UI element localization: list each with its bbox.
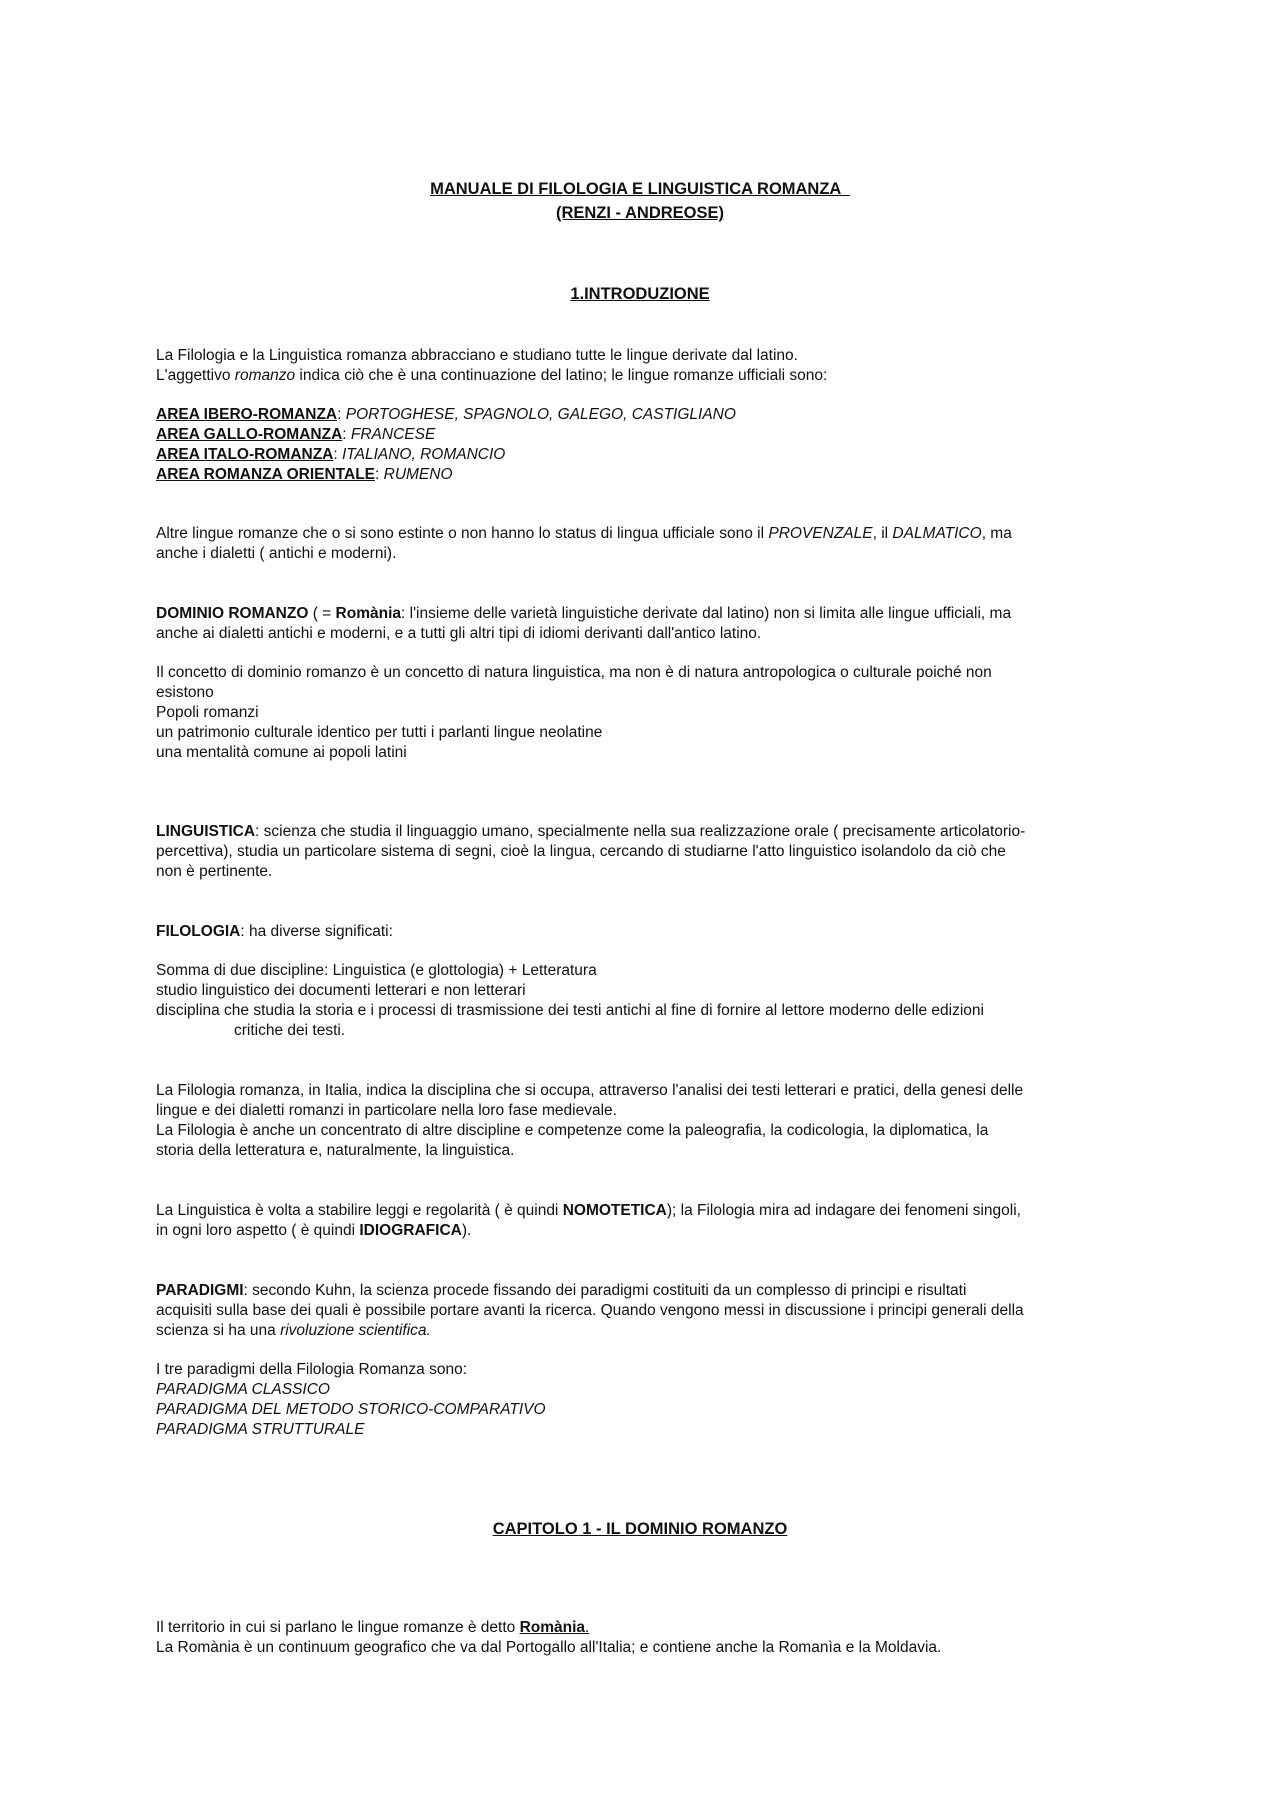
chapter-heading: CAPITOLO 1 - IL DOMINIO ROMANZO [492, 1520, 788, 1538]
paragraph: storia della letteratura e, naturalmente, la linguistica. [156, 1142, 515, 1159]
paragraph: lingue e dei dialetti romanzi in particolare nella loro fase medievale. [156, 1102, 617, 1119]
paragraph: anche ai dialetti antichi e moderni, e a tutti gli altri tipi di idiomi derivanti dall'antico latino. [156, 625, 762, 642]
paragraph: acquisiti sulla base dei quali è possibile portare avanti la ricerca. Quando vengono messi in discussione i principi generali della [156, 1302, 1024, 1319]
paragraph: non è pertinente. [156, 863, 273, 880]
paragraph: Altre lingue romanze che o si sono estinte o non hanno lo status di lingua ufficiale sono il PROVENZALE, il DALMATICO, ma [156, 525, 1012, 542]
paragraph: DOMINIO ROMANZO ( = Romània: l'insieme delle varietà linguistiche derivate dal latino) non si limita alle lingue ufficiali, ma [156, 605, 1012, 622]
list-item: studio linguistico dei documenti letterari e non letterari [156, 982, 526, 999]
paragraph: scienza si ha una rivoluzione scientifica. [156, 1322, 431, 1339]
paragraph: L'aggettivo romanzo indica ciò che è una continuazione del latino; le lingue romanze ufficiali sono: [156, 367, 828, 384]
paragraph: in ogni loro aspetto ( è quindi IDIOGRAFICA). [156, 1222, 472, 1239]
paragraph: LINGUISTICA: scienza che studia il linguaggio umano, specialmente nella sua realizzazione orale ( precisamente articolatorio- [156, 823, 1026, 840]
paragraph: Il concetto di dominio romanzo è un concetto di natura linguistica, ma non è di natura antropologica o culturale poiché non [156, 664, 992, 681]
paragraph: anche i dialetti ( antichi e moderni). [156, 545, 397, 562]
area-item: AREA GALLO-ROMANZA: FRANCESE [156, 426, 436, 443]
paragraph: La Filologia romanza, in Italia, indica la disciplina che si occupa, attraverso l'analisi dei testi letterari e pratici, della genesi delle [156, 1082, 1024, 1099]
paragraph: La Romània è un continuum geografico che va dal Portogallo all'Italia; e contiene anche la Romanìa e la Moldavia. [156, 1639, 942, 1656]
paragraph: FILOLOGIA: ha diverse significati: [156, 923, 393, 940]
paragraph: La Filologia e la Linguistica romanza abbracciano e studiano tutte le lingue derivate dal latino. [156, 347, 798, 364]
paragraph: La Filologia è anche un concentrato di altre discipline e competenze come la paleografia, la codicologia, la diplomatica, la [156, 1122, 989, 1139]
area-item: AREA ITALO-ROMANZA: ITALIANO, ROMANCIO [156, 446, 506, 463]
paragraph: percettiva), studia un particolare sistema di segni, cioè la lingua, cercando di studiarne l'atto linguistico isolandolo da ciò che [156, 843, 1006, 860]
document-title: MANUALE DI FILOLOGIA E LINGUISTICA ROMANZA [430, 180, 850, 198]
paragraph: I tre paradigmi della Filologia Romanza sono: [156, 1361, 468, 1378]
list-item: un patrimonio culturale identico per tutti i parlanti lingue neolatine [156, 724, 603, 741]
paragraph: PARADIGMI: secondo Kuhn, la scienza procede fissando dei paradigmi costituiti da un complesso di principi e risultati [156, 1282, 967, 1299]
list-item: Somma di due discipline: Linguistica (e glottologia) + Letteratura [156, 962, 597, 979]
area-item: AREA IBERO-ROMANZA: PORTOGHESE, SPAGNOLO, GALEGO, CASTIGLIANO [156, 406, 736, 423]
paragraph: esistono [156, 684, 214, 701]
list-item: Popoli romanzi [156, 704, 259, 721]
list-item: PARADIGMA DEL METODO STORICO-COMPARATIVO [156, 1401, 546, 1418]
list-item: PARADIGMA CLASSICO [156, 1381, 330, 1398]
list-item-continuation: critiche dei testi. [234, 1022, 346, 1039]
paragraph: Il territorio in cui si parlano le lingue romanze è detto Romània. [156, 1619, 590, 1636]
list-item: PARADIGMA STRUTTURALE [156, 1421, 365, 1438]
paragraph: La Linguistica è volta a stabilire leggi e regolarità ( è quindi NOMOTETICA); la Filologia mira ad indagare dei fenomeni singoli, [156, 1202, 1021, 1219]
document-subtitle: (RENZI - ANDREOSE) [555, 204, 725, 222]
list-item: disciplina che studia la storia e i processi di trasmissione dei testi antichi al fine di fornire al lettore moderno delle edizioni [156, 1002, 984, 1019]
list-item: una mentalità comune ai popoli latini [156, 744, 407, 761]
area-item: AREA ROMANZA ORIENTALE: RUMENO [156, 466, 453, 483]
section-heading-introduzione: 1.INTRODUZIONE [570, 285, 710, 303]
